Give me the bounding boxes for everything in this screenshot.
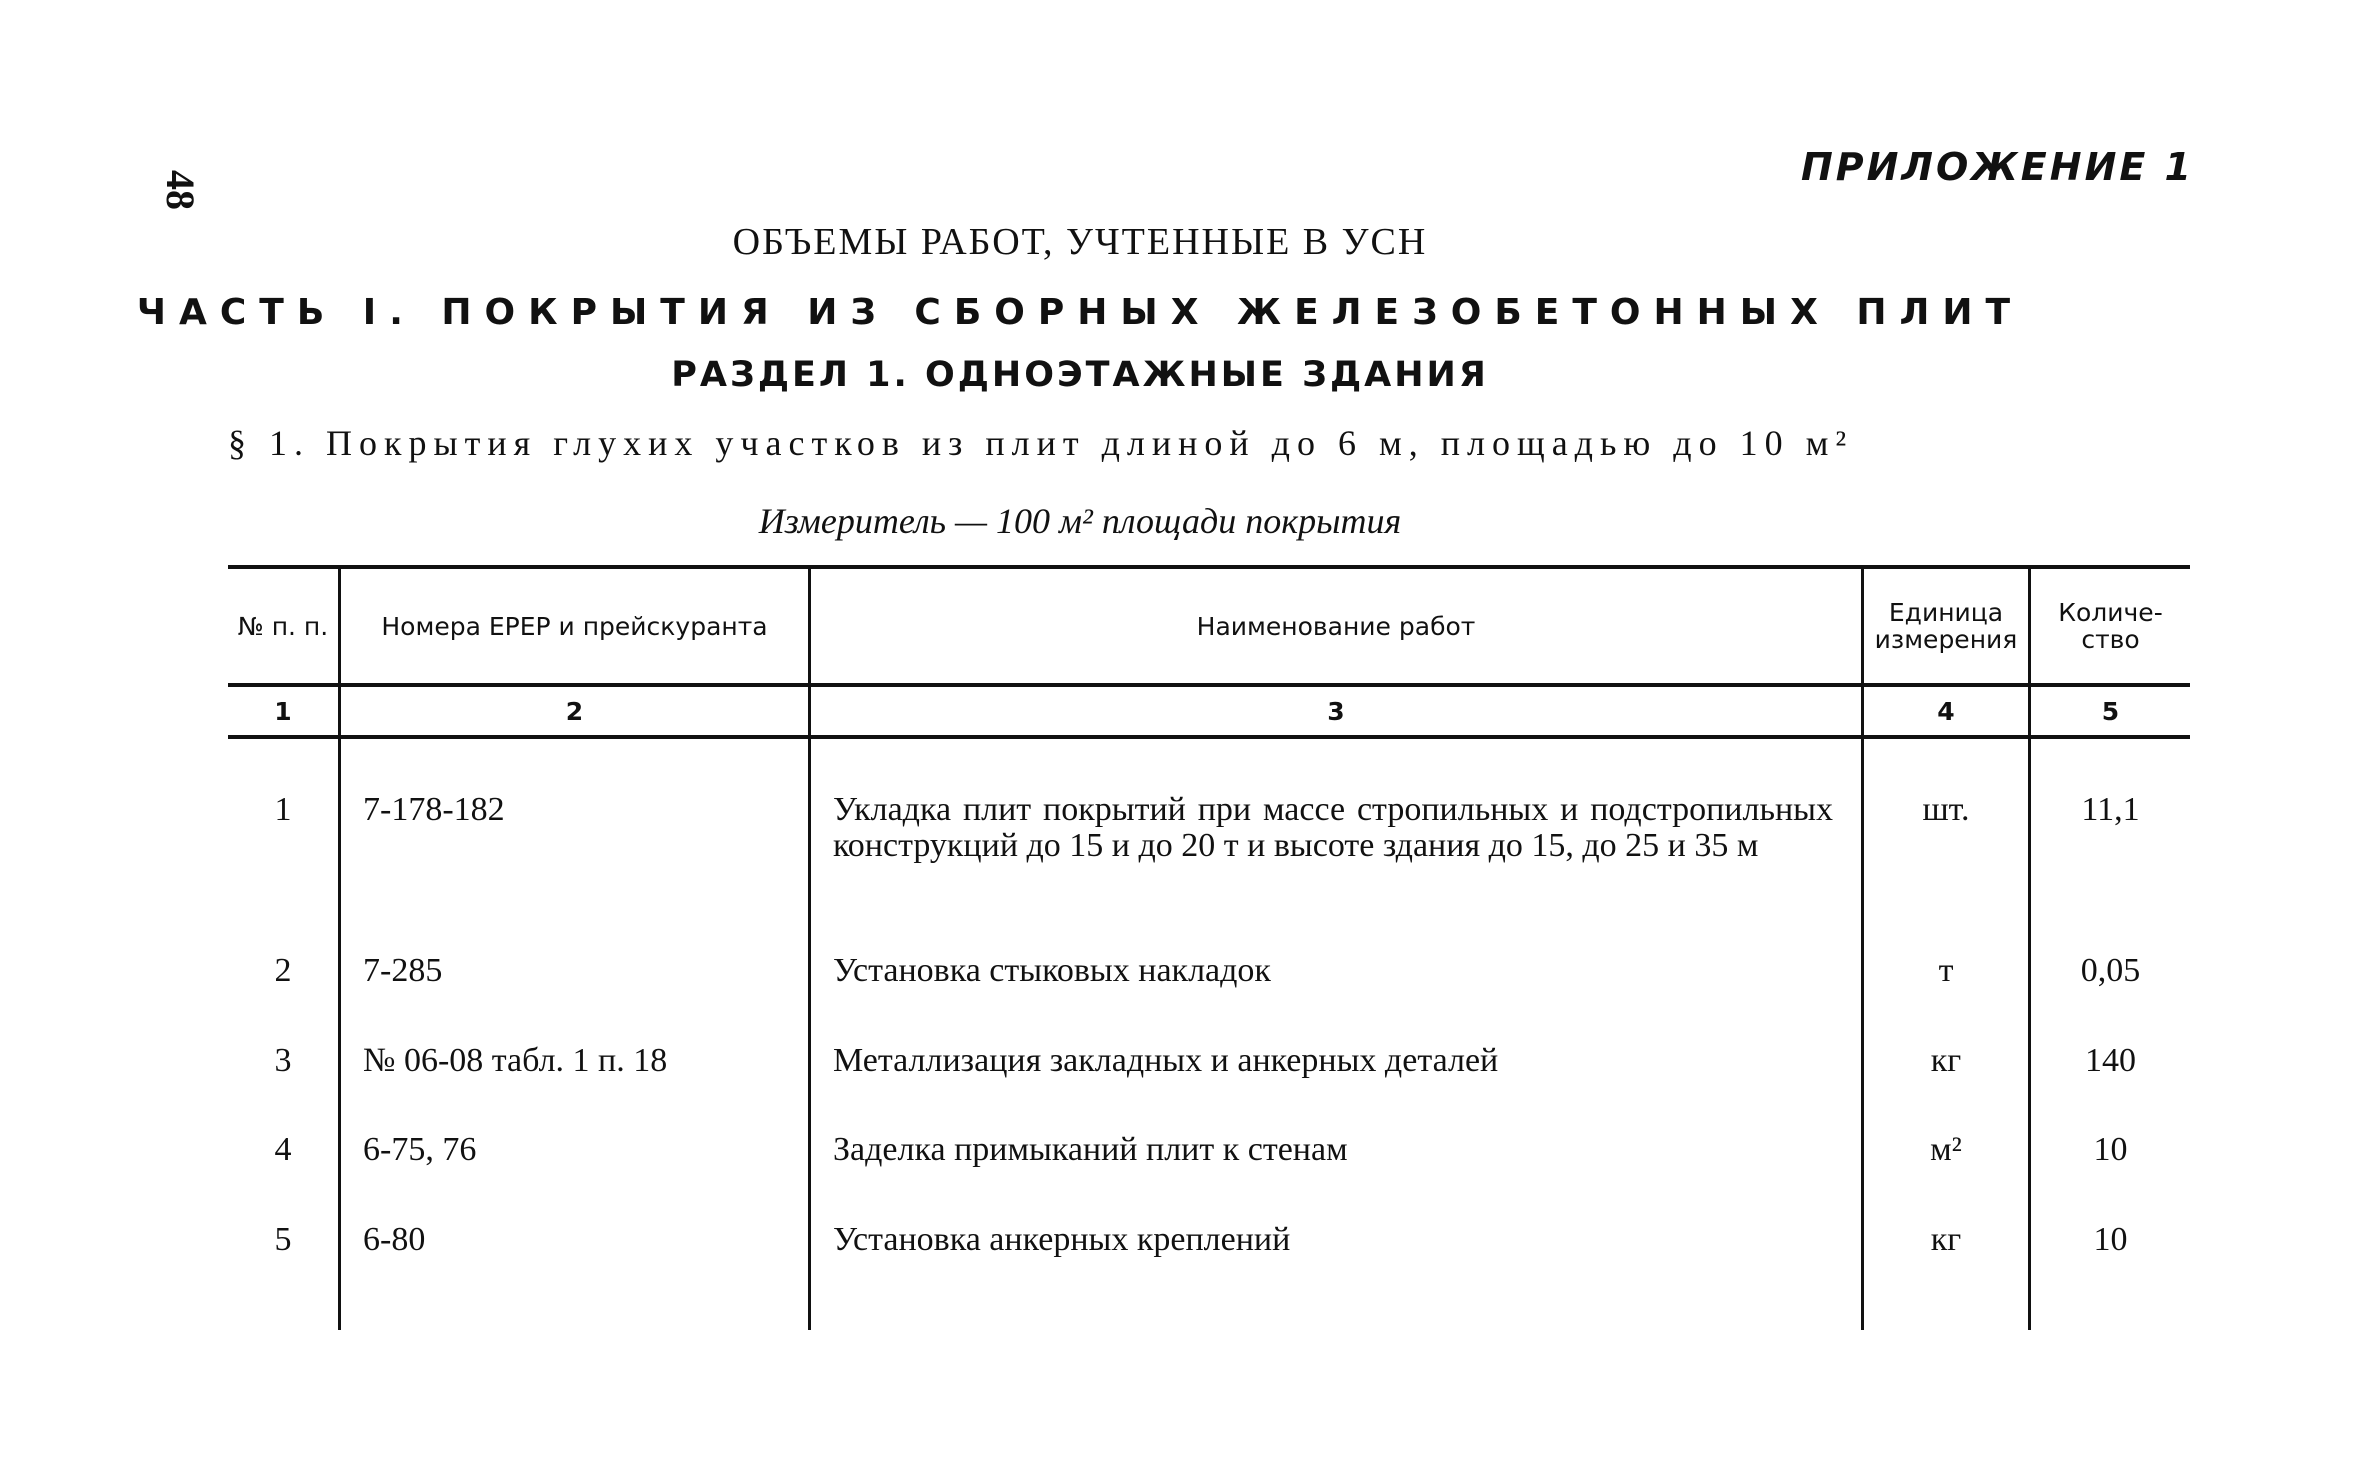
appendix-label: ПРИЛОЖЕНИЕ 1 bbox=[1800, 145, 2194, 189]
row-code: 6-80 bbox=[363, 1221, 426, 1258]
works-table bbox=[228, 565, 2190, 1330]
row-unit: м² bbox=[1930, 1131, 1962, 1168]
row-work-name: Металлизация закладных и анкерных деталей bbox=[833, 1042, 1499, 1079]
row-code: № 06-08 табл. 1 п. 18 bbox=[363, 1042, 668, 1079]
row-work-name: Установка стыковых накладок bbox=[833, 952, 1271, 989]
part-title: ЧАСТЬ I. ПОКРЫТИЯ ИЗ СБОРНЫХ ЖЕЛЕЗОБЕТОННЫХ ПЛИТ bbox=[136, 292, 2024, 333]
row-number: 2 bbox=[274, 952, 292, 989]
paragraph-title: § 1. Покрытия глухих участков из плит длиной до 6 м, площадью до 10 м² bbox=[228, 423, 1854, 463]
header-num: № п. п. bbox=[237, 611, 329, 641]
row-unit: кг bbox=[1930, 1221, 1962, 1258]
row-number: 5 bbox=[274, 1221, 292, 1258]
row-work-name: Укладка плит покрытий при массе стропильных и подстропильных конструкций до 15 и до 20 т и высоте здания до 15, до 25 и 35 м bbox=[833, 791, 1833, 864]
column-divider bbox=[808, 739, 811, 1330]
section-title: РАЗДЕЛ 1. ОДНОЭТАЖНЫЕ ЗДАНИЯ bbox=[671, 355, 1489, 395]
row-work-name: Заделка примыканий плит к стенам bbox=[833, 1131, 1348, 1168]
row-unit: т bbox=[1938, 952, 1954, 989]
row-code: 6-75, 76 bbox=[363, 1131, 477, 1168]
header-name: Наименование работ bbox=[1196, 611, 1476, 641]
header-code: Номера ЕРЕР и прейскуранта bbox=[381, 611, 768, 641]
measure-unit: Измеритель — 100 м² площади покрытия bbox=[758, 501, 1402, 541]
header-qty: Количе-ство bbox=[2058, 598, 2163, 654]
column-number: 4 bbox=[1937, 696, 1955, 726]
row-number: 4 bbox=[274, 1131, 292, 1168]
row-quantity: 10 bbox=[2093, 1131, 2128, 1168]
page-number: 48 bbox=[158, 170, 203, 210]
row-code: 7-285 bbox=[363, 952, 443, 989]
row-quantity: 10 bbox=[2093, 1221, 2128, 1258]
row-number: 3 bbox=[274, 1042, 292, 1079]
row-quantity: 0,05 bbox=[2080, 952, 2141, 989]
row-unit: кг bbox=[1930, 1042, 1962, 1079]
document-title: ОБЪЕМЫ РАБОТ, УЧТЕННЫЕ В УСН bbox=[732, 221, 1428, 263]
header-unit: Единица измерения bbox=[1874, 598, 2018, 654]
column-number: 1 bbox=[274, 696, 292, 726]
row-number: 1 bbox=[274, 791, 292, 828]
column-numbers-rule bbox=[228, 735, 2190, 739]
row-unit: шт. bbox=[1922, 791, 1970, 828]
column-number: 5 bbox=[2101, 696, 2120, 726]
column-number: 3 bbox=[1327, 696, 1345, 726]
column-number: 2 bbox=[565, 696, 584, 726]
row-code: 7-178-182 bbox=[363, 791, 505, 828]
row-quantity: 140 bbox=[2085, 1042, 2136, 1079]
row-work-name: Установка анкерных креплений bbox=[833, 1221, 1291, 1258]
row-quantity: 11,1 bbox=[2081, 791, 2140, 828]
column-divider bbox=[338, 739, 341, 1330]
